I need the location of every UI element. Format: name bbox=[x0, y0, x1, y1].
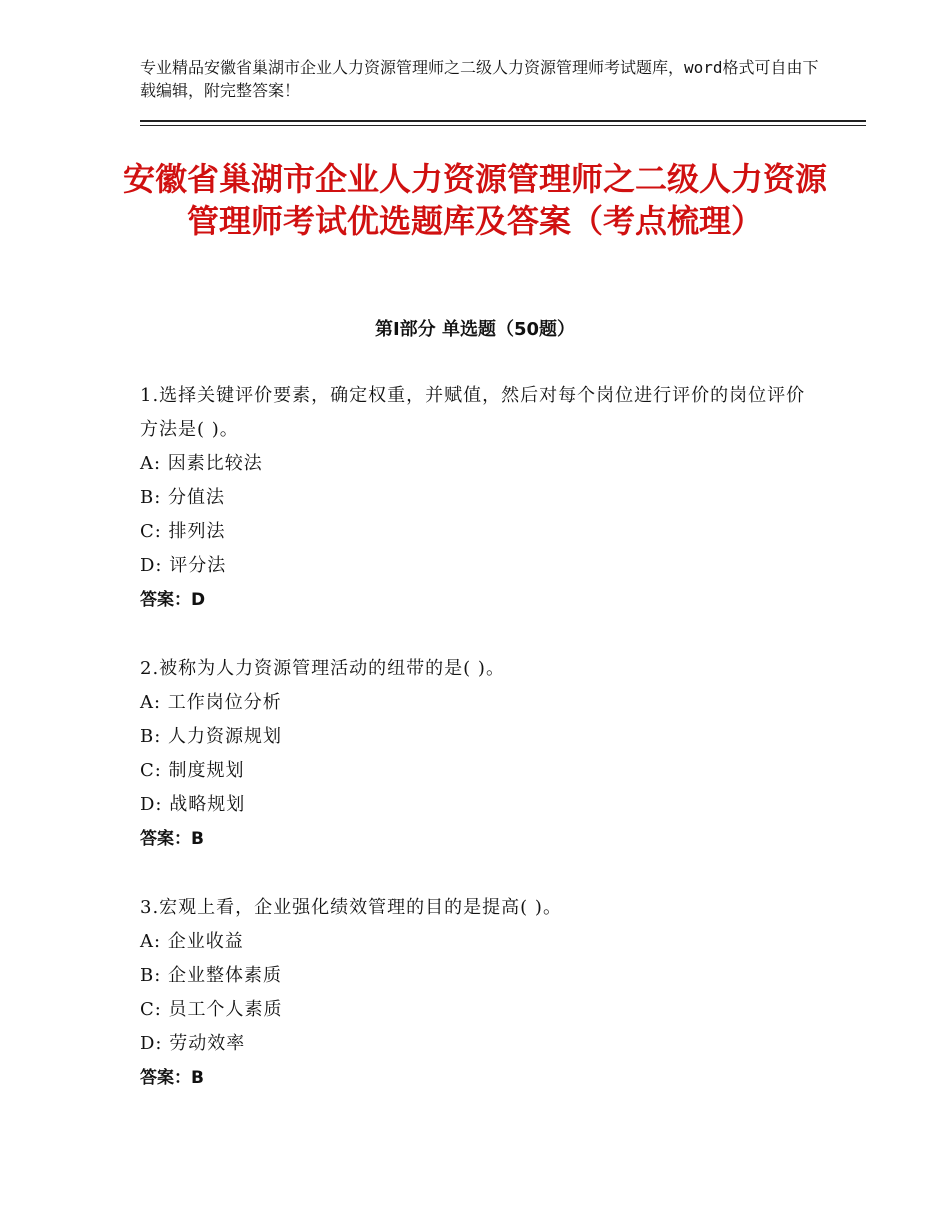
option-c: C: 排列法 bbox=[140, 521, 226, 542]
option-a: A: 企业收益 bbox=[140, 931, 244, 952]
question-stem: 2.被称为人力资源管理活动的纽带的是( )。 bbox=[140, 658, 505, 679]
question-3 bbox=[140, 891, 820, 1095]
option-c: C: 员工个人素质 bbox=[140, 999, 283, 1020]
question-stem: 3.宏观上看，企业强化绩效管理的目的是提高( )。 bbox=[140, 897, 562, 918]
header-note: 专业精品安徽省巢湖市企业人力资源管理师之二级人力资源管理师考试题库，word格式可自由下载编辑，附完整答案！ bbox=[140, 58, 819, 100]
section-heading: 第Ⅰ部分 单选题（50题） bbox=[374, 319, 575, 340]
answer-label: 答案：D bbox=[140, 590, 206, 610]
option-a: A: 因素比较法 bbox=[140, 453, 263, 474]
header-divider-thick bbox=[140, 120, 866, 122]
answer-label: 答案：B bbox=[140, 829, 204, 849]
question-stem: 1.选择关键评价要素，确定权重，并赋值，然后对每个岗位进行评价的岗位评价方法是( )。 bbox=[140, 385, 806, 440]
header-divider-thin bbox=[140, 125, 866, 126]
option-a: A: 工作岗位分析 bbox=[140, 692, 282, 713]
option-b: B: 人力资源规划 bbox=[140, 726, 283, 747]
option-d: D: 战略规划 bbox=[140, 794, 246, 815]
document-title: 安徽省巢湖市企业人力资源管理师之二级人力资源管理师考试优选题库及答案（考点梳理） bbox=[122, 160, 827, 240]
question-1 bbox=[140, 379, 820, 617]
option-b: B: 企业整体素质 bbox=[140, 965, 283, 986]
question-2 bbox=[140, 652, 820, 856]
option-b: B: 分值法 bbox=[140, 487, 226, 508]
option-c: C: 制度规划 bbox=[140, 760, 245, 781]
option-d: D: 评分法 bbox=[140, 555, 227, 576]
answer-label: 答案：B bbox=[140, 1068, 204, 1088]
option-d: D: 劳动效率 bbox=[140, 1033, 246, 1054]
